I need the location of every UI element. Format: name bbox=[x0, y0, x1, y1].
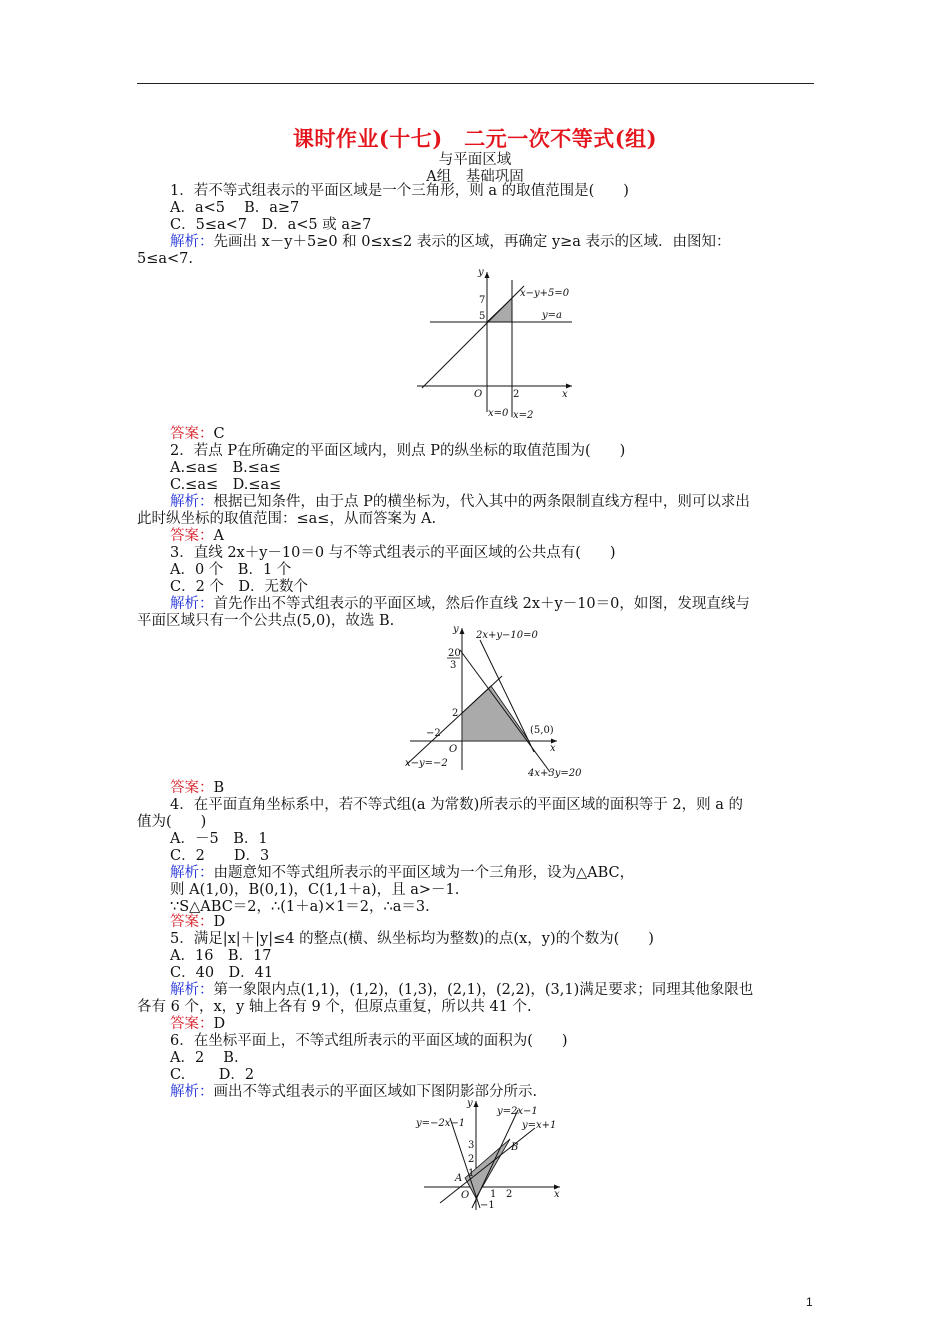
q4-options-cd: C．2 D．3 bbox=[170, 848, 270, 864]
q4-explanation-line1: 解析：由题意知不等式组所表示的平面区域为一个三角形，设为△ABC， bbox=[170, 865, 635, 881]
q3-stem: 3．直线 2x＋y－10＝0 与不等式组表示的平面区域的公共点有( ) bbox=[170, 545, 616, 561]
q4-answer: 答案：D bbox=[170, 914, 226, 930]
q6-xtick-2: 2 bbox=[506, 1189, 513, 1200]
q1-line-label-2: y=a bbox=[542, 310, 562, 321]
page-number: 1 bbox=[806, 1295, 813, 1309]
group-heading: A组 基础巩固 bbox=[426, 169, 524, 185]
q3-figure bbox=[402, 620, 587, 780]
q6-tick-minus1: −1 bbox=[480, 1200, 495, 1211]
q3-shaded-region bbox=[462, 686, 529, 741]
q1-stem: 1．若不等式组表示的平面区域是一个三角形，则 a 的取值范围是( ) bbox=[170, 183, 629, 199]
q4-explanation-line2: 则 A(1,0)，B(0,1)，C(1,1＋a)，且 a>－1. bbox=[170, 882, 460, 898]
q5-options-ab: A．16 B．17 bbox=[170, 948, 272, 964]
q6-line-label-1: y=−2x−1 bbox=[416, 1118, 466, 1129]
header-rule bbox=[137, 83, 814, 84]
q1-x-arrow bbox=[566, 384, 572, 389]
q3-y-arrow bbox=[460, 628, 465, 634]
q1-line-label-4: x=2 bbox=[513, 410, 534, 421]
q5-answer: 答案：D bbox=[170, 1016, 226, 1032]
q3-tick-3: 3 bbox=[450, 660, 457, 671]
q6-options-cd: C. D．2 bbox=[170, 1067, 255, 1083]
q3-y-label: y bbox=[453, 624, 459, 635]
q1-explanation-line2: 5≤a<7. bbox=[137, 251, 194, 267]
q6-tick-1: 1 bbox=[468, 1168, 475, 1179]
q4-options-ab: A．－5 B．1 bbox=[170, 831, 268, 847]
q6-point-a: A bbox=[455, 1173, 463, 1184]
q5-explanation-line1: 解析：第一象限内点(1,1)，(1,2)，(1,3)，(2,1)，(2,2)，(3,1)满足要求；同理其他象限也 bbox=[170, 982, 754, 998]
q6-point-b: B bbox=[511, 1142, 519, 1153]
q6-stem: 6．在坐标平面上，不等式组所表示的平面区域的面积为( ) bbox=[170, 1033, 568, 1049]
q1-tick-7: 7 bbox=[479, 295, 486, 306]
q2-explanation-line1: 解析：根据已知条件，由于点 P的横坐标为，代入其中的两条限制直线方程中，则可以求出 bbox=[170, 494, 750, 510]
q3-line-label-1: 2x+y−10=0 bbox=[476, 630, 538, 641]
q4-stem-line2: 值为( ) bbox=[137, 814, 207, 830]
q3-point-5-0: (5,0) bbox=[530, 725, 554, 736]
q1-answer: 答案：C bbox=[170, 426, 225, 442]
q1-origin-label: O bbox=[474, 389, 483, 400]
q3-tick-20: 20 bbox=[448, 648, 461, 659]
q6-line-y-x-plus1 bbox=[440, 1128, 535, 1203]
q3-origin-label: O bbox=[449, 744, 458, 755]
q6-explanation-line1: 解析：画出不等式组表示的平面区域如下图阴影部分所示. bbox=[170, 1084, 538, 1100]
q6-x-label: x bbox=[554, 1189, 560, 1200]
q1-options-ab: A．a<5 B．a≥7 bbox=[170, 200, 300, 216]
q6-tick-3: 3 bbox=[468, 1140, 475, 1151]
q1-figure bbox=[412, 262, 582, 422]
q2-explanation-line2: 此时纵坐标的取值范围：≤a≤，从而答案为 A. bbox=[137, 511, 437, 527]
q1-tick-5: 5 bbox=[479, 311, 486, 322]
q6-tick-2: 2 bbox=[468, 1154, 475, 1165]
q4-explanation-line3: ∵S△ABC＝2，∴(1＋a)×1＝2，∴a＝3. bbox=[170, 899, 430, 915]
q3-options-cd: C．2 个 D．无数个 bbox=[170, 579, 309, 595]
q1-y-label: y bbox=[478, 267, 484, 278]
q2-options-cd: C.≤a≤ D.≤a≤ bbox=[170, 477, 282, 493]
q5-options-cd: C．40 D．41 bbox=[170, 965, 274, 981]
q6-line-label-2: y=2x−1 bbox=[497, 1106, 538, 1117]
q6-figure bbox=[410, 1098, 575, 1213]
q1-x-label: x bbox=[562, 389, 568, 400]
q1-tick-2: 2 bbox=[513, 389, 520, 400]
q1-line-label-3: x=0 bbox=[488, 408, 509, 419]
q6-options-ab: A．2 B. bbox=[170, 1050, 239, 1066]
q3-explanation-line2: 平面区域只有一个公共点(5,0)，故选 B. bbox=[137, 613, 395, 629]
q1-line-label-1: x−y+5=0 bbox=[520, 288, 570, 299]
q1-y-arrow bbox=[485, 272, 490, 278]
q2-stem: 2．若点 P在所确定的平面区域内，则点 P的纵坐标的取值范围为( ) bbox=[170, 443, 626, 459]
q6-line-label-3: y=x+1 bbox=[522, 1120, 557, 1131]
q1-line-x-y-5 bbox=[422, 286, 524, 388]
q3-options-ab: A．0 个 B．1 个 bbox=[170, 562, 292, 578]
q2-answer: 答案：A bbox=[170, 528, 224, 544]
q5-stem: 5．满足|x|＋|y|≤4 的整点(横、纵坐标均为整数)的点(x，y)的个数为( ) bbox=[170, 931, 654, 947]
q3-line-label-3: 4x+3y=20 bbox=[528, 768, 582, 779]
q3-explanation-line1: 解析：首先作出不等式组表示的平面区域，然后作直线 2x＋y－10＝0，如图，发现直线与 bbox=[170, 596, 750, 612]
page-title: 课时作业(十七) 二元一次不等式(组) bbox=[292, 126, 658, 151]
q3-tick-minus2: −2 bbox=[426, 728, 441, 739]
q6-origin-label: O bbox=[461, 1190, 470, 1201]
q4-stem-line1: 4．在平面直角坐标系中，若不等式组(a 为常数)所表示的平面区域的面积等于 2，则 a 的 bbox=[170, 797, 743, 813]
q3-answer: 答案：B bbox=[170, 780, 225, 796]
q6-y-arrow bbox=[474, 1101, 479, 1107]
q2-options-ab: A.≤a≤ B.≤a≤ bbox=[170, 460, 281, 476]
q1-options-cd: C．5≤a<7 D．a<5 或 a≥7 bbox=[170, 217, 372, 233]
q5-explanation-line2: 各有 6 个，x，y 轴上各有 9 个，但原点重复，所以共 41 个. bbox=[137, 999, 532, 1015]
q6-y-label: y bbox=[467, 1098, 473, 1109]
q6-xtick-1: 1 bbox=[490, 1189, 497, 1200]
q3-x-label: x bbox=[550, 743, 556, 754]
q3-tick-2: 2 bbox=[452, 708, 459, 719]
q1-explanation-line1: 解析：先画出 x－y＋5≥0 和 0≤x≤2 表示的区域，再确定 y≥a 表示的区域．由图知： bbox=[170, 234, 731, 250]
q1-explanation-label: 解析： bbox=[170, 234, 214, 250]
page-subtitle: 与平面区域 bbox=[438, 152, 512, 168]
q3-line-label-2: x−y=−2 bbox=[405, 758, 448, 769]
